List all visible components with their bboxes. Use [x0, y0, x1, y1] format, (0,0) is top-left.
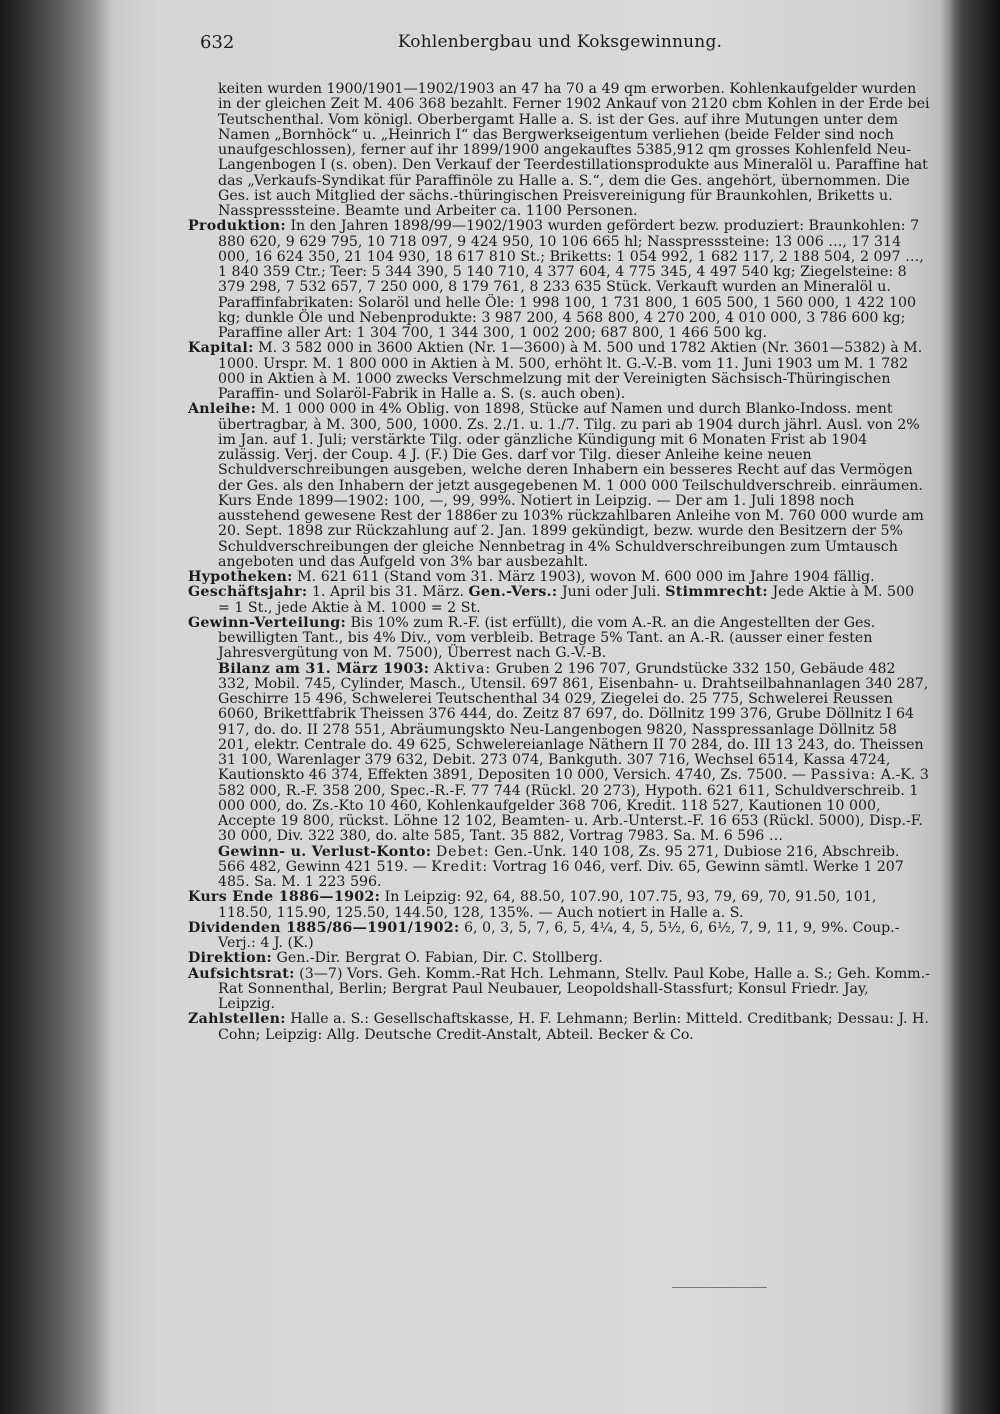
- hypotheken-section: [188, 570, 930, 585]
- dividenden-text: 6, 0, 3, 5, 7, 6, 5, 4¼, 4, 5, 5½, 6, 6½, 7, 9, 11, 9, 9%. Coup.-Verj.: 4 J. (K.): [218, 919, 900, 951]
- kurs-section: [188, 890, 930, 921]
- zahlstellen-section: [188, 1012, 930, 1043]
- gewinn-verteilung-section: [188, 616, 930, 662]
- bilanz-section: [188, 662, 930, 845]
- kapital-section: [188, 341, 930, 402]
- hypotheken-label: Hypotheken:: [188, 569, 293, 585]
- aufsichtsrat-label: Aufsichtsrat:: [188, 965, 295, 982]
- anleihe-text: M. 1 000 000 in 4% Oblig. von 1898, Stücke auf Namen und durch Blanko-Indoss. ment übertragbar, à M. 300, 500, 1000. Zs. 2./1. u. 1./7. Tilg. zu pari ab 1904 durch jährl. Ausl. von 2% im Jan. auf 1. Juli; verstärkte Tilg. oder gänzliche Kündigung mit 6 Monaten Frist ab 1904 zulässig. Verj. der Coup. 4 J. (F.) Die Ges. darf vor Tilg. dieser Anleihe keine neuen Schuldverschreibungen ausgeben, welche deren Inhabern ein besseres Recht auf das Vermögen der Ges. als den Inhabern der jetzt ausgegebenen M. 1 000 000 Teilschuldverschreib. einräumen. Kurs Ende 1899—1902: 100, —, 99, 99%. Notiert in Leipzig. — Der am 1. Juli 1898 noch ausstehend gewesene Rest der 1886er zu 103% rückzahlbaren Anleihe von M. 760 000 wurde am 20. Sept. 1898 zur Rückzahlung auf 2. Jan. 1899 gekündigt, bezw. wurde den Besitzern der 5% Schuldverschreibungen der gleiche Nennbetrag in 4% Schuldverschreibungen zum Umtausch angeboten und das Aufgeld von 3% bar ausbezahlt.: [218, 401, 924, 570]
- gen-vers-label: Gen.-Vers.:: [468, 584, 558, 601]
- section-end-rule: [672, 1287, 767, 1288]
- geschaeftsjahr-text: 1. April bis 31. März.: [312, 584, 464, 601]
- kurs-text: In Leipzig: 92, 64, 88.50, 107.90, 107.75, 93, 79, 69, 70, 91.50, 101, 118.50, 115.90, 125.50, 144.50, 128, 135%. — Auch notiert in Halle a. S.: [218, 889, 877, 921]
- running-head: Kohlenbergbau und Koksgewinnung.: [397, 32, 723, 52]
- direktion-section: [188, 951, 930, 966]
- passiva-label: Passiva:: [810, 767, 877, 784]
- stimmrecht-label: Stimmrecht:: [665, 584, 768, 601]
- dividenden-label: Dividenden 1885/86—1901/1902:: [188, 919, 460, 936]
- gewinn-verteilung-label: Gewinn-Verteilung:: [188, 614, 346, 631]
- gewinn-verteilung-text: Bis 10% zum R.-F. (ist erfüllt), die vom A.-R. an die Angestellten der Ges. bewilligten Tant., bis 4% Div., vom verbleib. Betrage 5% Tant. an A.-R. (ausser einer festen Jahresvergütung von M. 7500), Überrest nach G.-V.-B.: [218, 614, 876, 662]
- page-number: 632: [200, 32, 235, 53]
- produktion-label: Produktion:: [188, 218, 286, 235]
- kredit-label: Kredit:: [431, 858, 489, 875]
- produktion-section: [188, 219, 930, 341]
- document-page: [150, 0, 930, 1414]
- aktiva-label: Aktiva:: [433, 660, 492, 677]
- page-header: [200, 32, 920, 60]
- aufsichtsrat-text: (3—7) Vors. Geh. Komm.-Rat Hch. Lehmann, Stellv. Paul Kobe, Halle a. S.; Geh. Komm.-Rat Sonnenthal, Berlin; Bergrat Paul Neubauer, Leopoldshall-Stassfurt; Konsul Friedr. Jay, Leipzig.: [218, 965, 930, 1012]
- direktion-label: Direktion:: [188, 950, 272, 967]
- intro-paragraph: [188, 82, 930, 219]
- anleihe-label: Anleihe:: [188, 401, 257, 418]
- page-edge-shadow: [940, 0, 1000, 1414]
- geschaeftsjahr-section: [188, 585, 930, 616]
- aktiva-text: Gruben 2 196 707, Grundstücke 332 150, Gebäude 482 332, Mobil. 745, Cylinder, Masch., Utensil. 697 861, Eisenbahn- u. Drahtseilbahnanlagen 340 287, Geschirre 15 496, Schwelerei Teutschenthal 34 029, Ziegelei do. 25 775, Schwelerei Reussen 6060, Brikettfabrik Theissen 376 444, do. Zeitz 87 697, do. Döllnitz 199 376, Grube Döllnitz I 64 917, do. do. II 278 551, Abräumungskto Neu-Langenbogen 9820, Nasspressanlage Döllnitz 58 201, elektr. Centrale do. 49 625, Schwelereianlage Näthern II 70 284, do. III 13 243, do. Theissen 31 100, Warenlager 379 632, Debit. 273 074, Bankguth. 307 716, Wechsel 6514, Kassa 4724, Kautionskto 46 374, Effekten 3891, Depositen 10 000, Versich. 4740, Zs. 7500. —: [218, 660, 929, 784]
- kredit-text: Vortrag 16 046, verf. Div. 65, Gewinn sämtl. Werke 1 207 485. Sa. M. 1 223 596.: [218, 858, 904, 890]
- produktion-text: In den Jahren 1898/99—1902/1903 wurden gefördert bezw. produziert: Braunkohlen: 7 880 620, 9 629 795, 10 718 097, 9 424 950, 10 106 665 hl; Nasspresssteine: 13 006 …, 17 314 000, 16 624 350, 21 104 930, 18 617 810 St.; Briketts: 1 054 992, 1 682 117, 2 188 504, 2 097 …, 1 840 359 Ctr.; Teer: 5 344 390, 5 140 710, 4 377 604, 4 775 345, 4 497 540 kg; Ziegelsteine: 8 379 298, 7 532 657, 7 250 000, 8 179 761, 8 233 635 Stück. Verkauft wurden an Mineralöl u. Paraffinfabrikaten: Solaröl und helle Öle: 1 998 100, 1 731 800, 1 605 500, 1 560 000, 1 422 100 kg; dunkle Öle und Nebenprodukte: 3 987 200, 4 568 800, 4 270 200, 4 010 000, 3 786 600 kg; Paraffine aller Art: 1 304 700, 1 344 300, 1 002 200; 687 800, 1 466 500 kg.: [218, 218, 924, 341]
- kapital-text: M. 3 582 000 in 3600 Aktien (Nr. 1—3600) à M. 500 und 1782 Aktien (Nr. 3601—5382) à M. 1000. Urspr. M. 1 800 000 in Aktien à M. 500, erhöht lt. G.-V.-B. vom 11. Juni 1903 um M. 1 782 000 in Aktien à M. 1000 zwecks Verschmelzung mit der Vereinigten Sächsisch-Thüringischen Paraffin- und Solaröl-Fabrik in Halle a. S. (s. auch oben).: [218, 340, 923, 402]
- debet-label: Debet:: [435, 843, 490, 860]
- debet-text: Gen.-Unk. 140 108, Zs. 95 271, Dubiose 216, Abschreib. 566 482, Gewinn 421 519. —: [218, 843, 900, 875]
- dividenden-section: [188, 921, 930, 952]
- zahlstellen-text: Halle a. S.: Gesellschaftskasse, H. F. Lehmann; Berlin: Mitteld. Creditbank; Dessau: J. H. Cohn; Leipzig: Allg. Deutsche Credit-Anstalt, Abteil. Becker & Co.: [218, 1011, 929, 1043]
- bilanz-label: Bilanz am 31. März 1903:: [218, 660, 430, 677]
- aufsichtsrat-section: [188, 967, 930, 1013]
- direktion-text: Gen.-Dir. Bergrat O. Fabian, Dir. C. Stollberg.: [276, 950, 603, 967]
- geschaeftsjahr-label: Geschäftsjahr:: [188, 584, 308, 601]
- page-body: [188, 82, 930, 1043]
- zahlstellen-label: Zahlstellen:: [188, 1011, 286, 1028]
- kurs-label: Kurs Ende 1886—1902:: [188, 889, 381, 906]
- gv-konto-section: [188, 845, 930, 891]
- book-gutter-shadow: [0, 0, 112, 1414]
- stimmrecht-text: Jede Aktie à M. 500 = 1 St., jede Aktie à M. 1000 = 2 St.: [218, 584, 915, 616]
- kapital-label: Kapital:: [188, 340, 254, 357]
- anleihe-section: [188, 402, 930, 570]
- gen-vers-text: Juni oder Juli.: [561, 584, 661, 601]
- hypotheken-text: M. 621 611 (Stand vom 31. März 1903), wovon M. 600 000 im Jahre 1904 fällig.: [297, 569, 875, 585]
- intro-text: keiten wurden 1900/1901—1902/1903 an 47 ha 70 a 49 qm erworben. Kohlenkaufgelder wurden in der gleichen Zeit M. 406 368 bezahlt. Ferner 1902 Ankauf von 2120 cbm Kohlen in der Erde bei Teutschenthal. Vom königl. Oberbergamt Halle a. S. ist der Ges. auf ihre Mutungen unter dem Namen „Bornhöck“ u. „Heinrich I“ das Bergwerkseigentum verliehen (beide Felder sind noch unaufgeschlossen), ferner auf ihr 1899/1900 angekauftes 5385,912 qm grosses Kohlenfeld Neu-Langenbogen I (s. oben). Den Verkauf der Teerdestillationsprodukte aus Mineralöl u. Paraffine hat das „Verkaufs-Syndikat für Paraffinöle zu Halle a. S.“, dem die Ges. angehört, übernommen. Die Ges. ist auch Mitglied der sächs.-thüringischen Preisvereinigung für Braunkohlen, Briketts u. Nasspresssteine. Beamte und Arbeiter ca. 1100 Personen.: [218, 81, 930, 219]
- gv-konto-label: Gewinn- u. Verlust-Konto:: [218, 843, 432, 860]
- passiva-text: A.-K. 3 582 000, R.-F. 358 200, Spec.-R.-F. 77 744 (Rückl. 20 273), Hypoth. 621 611, Schuldverschreib. 1 000 000, do. Zs.-Kto 10 460, Kohlenkaufgelder 368 706, Kredit. 118 527, Kautionen 10 000, Accepte 19 800, rückst. Löhne 12 102, Beamten- u. Arb.-Unterst.-F. 16 653 (Rückl. 5000), Disp.-F. 30 000, Div. 322 380, do. alte 585, Tant. 35 882, Vortrag 7983. Sa. M. 6 596 …: [218, 767, 929, 845]
